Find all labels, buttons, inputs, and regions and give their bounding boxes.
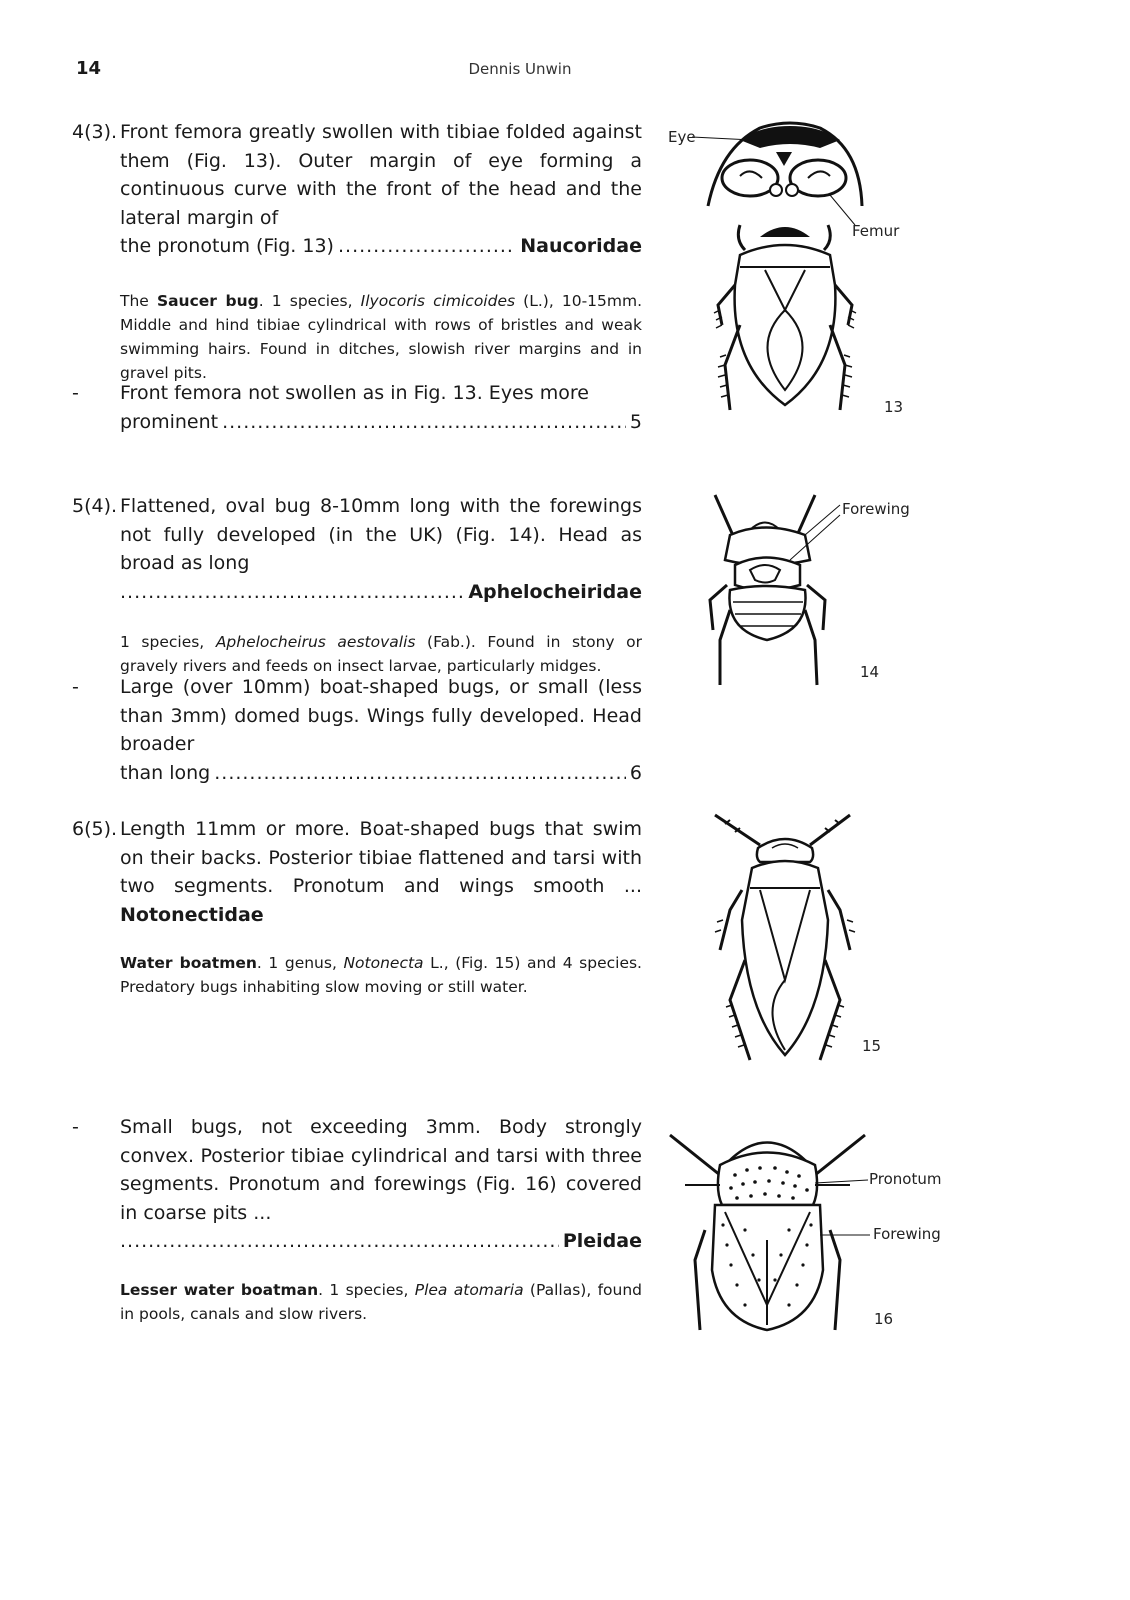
- couplet-text: Front femora not swollen as in Fig. 13. Eyes more: [120, 382, 589, 404]
- family-result: Pleidae: [562, 1230, 642, 1252]
- couplet-leader: [120, 578, 642, 607]
- running-head: Dennis Unwin: [468, 60, 572, 78]
- leader-dots: [120, 578, 464, 607]
- figure-16-number: 16: [874, 1310, 894, 1328]
- couplet-note: Lesser water boatman. 1 species, Plea atomaria (Pallas), found in pools, canals and slow rivers.: [120, 1280, 642, 1323]
- couplet-text: Length 11mm or more. Boat-shaped bugs that swim on their backs. Posterior tibiae flattened and tarsi with two segments. Pronotum and wings smooth ...: [120, 818, 642, 897]
- figure-14-number: 14: [860, 663, 880, 681]
- couplet-leader: [120, 408, 642, 437]
- family-result: Aphelocheiridae: [468, 580, 642, 603]
- leader-lead: than long: [120, 761, 211, 784]
- couplet-number: 6(5).: [72, 818, 118, 840]
- leader-lead: the pronotum (Fig. 13): [120, 235, 334, 257]
- couplet-note: 1 species, Aphelocheirus aestovalis (Fab.). Found in stony or gravely rivers and feeds on insect larvae, particularly midges.: [120, 633, 642, 675]
- couplet-leader: [120, 232, 642, 261]
- couplet-5-alternative: [72, 673, 642, 787]
- leader-dots: [222, 408, 626, 437]
- couplet-result: 5: [629, 410, 642, 433]
- couplet-number: 4(3).: [72, 121, 118, 143]
- family-result: Naucoridae: [520, 235, 642, 257]
- couplet-result: 6: [629, 761, 642, 784]
- figure-13-number: 13: [884, 398, 904, 416]
- couplet-4: [72, 118, 642, 385]
- couplet-leader: [120, 759, 642, 788]
- page-number: 14: [76, 58, 102, 79]
- figure-13-label-eye: Eye: [668, 128, 696, 146]
- figure-14-label-forewing: Forewing: [842, 500, 910, 518]
- couplet-text: Flattened, oval bug 8-10mm long with the forewings not fully developed (in the UK) (Fig. 14). Head as broad as long: [120, 495, 642, 574]
- couplet-dash: -: [72, 676, 79, 698]
- figure-13-body-drawing: [710, 215, 860, 415]
- leader-dots: [338, 232, 516, 261]
- couplet-5: [72, 492, 642, 678]
- leader-lead: prominent: [120, 410, 219, 433]
- leader-dots: [214, 759, 626, 788]
- figure-14-drawing: [705, 490, 845, 690]
- figure-13-leader-lines: [690, 130, 860, 230]
- couplet-text: Front femora greatly swollen with tibiae folded against them (Fig. 13). Outer margin of eye forming a continuous curve with the front of the head and the lateral margin of: [120, 121, 642, 229]
- family-result: Notonectidae: [120, 903, 264, 926]
- figure-13-label-femur: Femur: [852, 222, 900, 240]
- figure-15-number: 15: [862, 1037, 882, 1055]
- couplet-4-alternative: [72, 379, 642, 436]
- couplet-text: Large (over 10mm) boat-shaped bugs, or small (less than 3mm) domed bugs. Wings fully developed. Head broader: [120, 676, 642, 755]
- couplet-note: Water boatmen. 1 genus, Notonecta L., (Fig. 15) and 4 species. Predatory bugs inhabiting slow moving or still water.: [120, 954, 642, 996]
- couplet-leader: [120, 1227, 642, 1256]
- couplet-number: 5(4).: [72, 495, 118, 517]
- figure-16-drawing: [665, 1120, 870, 1335]
- couplet-dash: -: [72, 1116, 79, 1138]
- figure-15-drawing: [710, 810, 860, 1065]
- figure-16-label-pronotum: Pronotum: [869, 1170, 942, 1188]
- figure-16-label-forewing: Forewing: [873, 1225, 941, 1243]
- couplet-text: Small bugs, not exceeding 3mm. Body strongly convex. Posterior tibiae cylindrical and tarsi with three segments. Pronotum and forewings (Fig. 16) covered in coarse pits ...: [120, 1116, 642, 1224]
- couplet-note: The Saucer bug. 1 species, Ilyocoris cimicoides (L.), 10-15mm. Middle and hind tibiae cylindrical with rows of bristles and weak swimming hairs. Found in ditches, slowish river margins and in gravel pits.: [120, 291, 643, 382]
- leader-dots: [120, 1227, 559, 1256]
- couplet-6: [72, 815, 642, 999]
- couplet-dash: -: [72, 382, 79, 404]
- couplet-6-alternative: [72, 1113, 642, 1326]
